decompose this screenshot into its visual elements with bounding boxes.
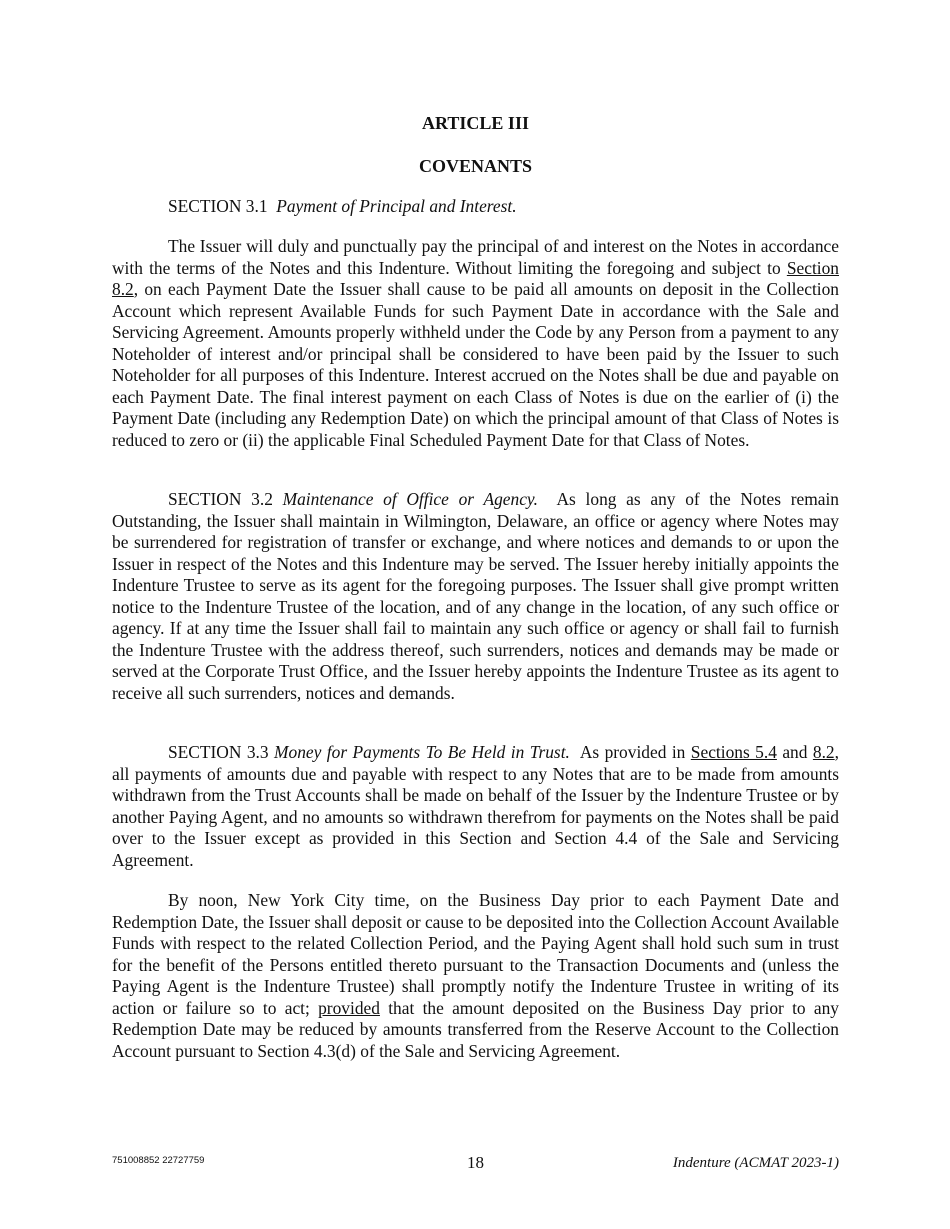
section-3-1-paragraph: [112, 236, 839, 451]
document-page: [112, 0, 839, 1229]
deposit-text-b: that the amount deposited on the Business Day prior to any Redemption Date may be reduced by amounts transferred from the Reserve Account to the Collection Account pursuant to Section 4.3(d) of the Sale and Servicing Agreement.: [112, 997, 839, 1061]
section-3-3-text-c: , all payments of amounts due and payable with respect to any Notes that are to be made from amounts withdrawn from the Trust Accounts shall be made on behalf of the Issuer by the Indenture Trustee or by another Paying Agent, and no amounts so withdrawn therefrom for payments on the Notes shall be paid over to the Issuer except as provided in this Section and Section 4.4 of the Sale and Servicing Agreement.: [112, 742, 839, 870]
section-3-2-paragraph: [112, 489, 839, 704]
deposit-text-a: By noon, New York City time, on the Business Day prior to each Payment Date and Redemption Date, the Issuer shall deposit or cause to be deposited into the Collection Account Available Funds with respect to the related Collection Period, and the Paying Agent shall hold such sum in trust for the benefit of the Persons entitled thereto pursuant to the Transaction Documents and (unless the Paying Agent is the Indenture Trustee) shall promptly notify the Indenture Trustee in writing of its action or failure so to act;: [112, 890, 840, 1018]
section-3-2-body: As long as any of the Notes remain Outstanding, the Issuer shall maintain in Wilmington, Delaware, an office or agency where Notes may be surrendered for registration of transfer or exchange, and where notices and demands to or upon the Issuer in respect of the Notes and this Indenture may be served. The Issuer hereby initially appoints the Indenture Trustee to serve as its agent for the foregoing purposes. The Issuer shall give prompt written notice to the Indenture Trustee of the location, and of any change in the location, of any such office or agency. If at any time the Issuer shall fail to maintain any such office or agency or shall fail to furnish the Indenture Trustee with the address thereof, such surrenders, notices and demands may be made or served at the Corporate Trust Office, and the Issuer hereby appoints the Indenture Trustee as its agent to receive all such surrenders, notices and demands.: [112, 489, 839, 703]
deposit-paragraph: [112, 890, 839, 1062]
article-heading: ARTICLE III: [422, 113, 529, 133]
section-8-2-reference: Section 8.2: [112, 257, 839, 299]
provided-term: provided: [318, 997, 380, 1018]
sections-5-4-reference: Sections 5.4: [690, 742, 777, 762]
section-3-3-label: SECTION 3.3: [168, 742, 269, 762]
footer-document-id: 751008852 22727759: [112, 1155, 205, 1166]
section-8-2-reference-2: 8.2: [812, 742, 835, 762]
footer-document-title: Indenture (ACMAT 2023-1): [672, 1155, 839, 1171]
section-3-3-text-b: and: [776, 742, 813, 762]
section-3-3-title: Money for Payments To Be Held in Trust.: [274, 742, 570, 762]
section-3-3-paragraph: [112, 742, 839, 871]
section-3-1-label: SECTION 3.1: [168, 196, 268, 216]
section-3-1-text-a: The Issuer will duly and punctually pay the principal of and interest on the Notes in accordance with the terms of the Notes and this Indenture. Without limiting the foregoing and subject to: [112, 236, 839, 278]
section-3-2-title: Maintenance of Office or Agency.: [282, 489, 539, 509]
section-3-1-text-b: , on each Payment Date the Issuer shall cause to be paid all amounts on deposit in the Collection Account which represent Available Funds for such Payment Date in accordance with the Sale and Servicing Agreement. Amounts properly withheld under the Code by any Person from a payment to any Noteholder of interest and/or principal shall be considered to have been paid by the Issuer to such Noteholder for all purposes of this Indenture. Interest accrued on the Notes shall be due and payable on each Payment Date. The final interest payment on each Class of Notes is due on the earlier of (i) the Payment Date (including any Redemption Date) on which the principal amount of that Class of Notes is reduced to zero or (ii) the applicable Final Scheduled Payment Date for that Class of Notes.: [112, 279, 839, 450]
section-3-1-title: Payment of Principal and Interest.: [276, 196, 517, 216]
section-3-1-heading: [112, 196, 839, 218]
article-title: COVENANTS: [418, 156, 533, 176]
footer-page-number: 18: [467, 1153, 484, 1172]
section-3-3-text-a: As provided in: [579, 742, 691, 762]
section-3-2-label: SECTION 3.2: [168, 489, 273, 509]
